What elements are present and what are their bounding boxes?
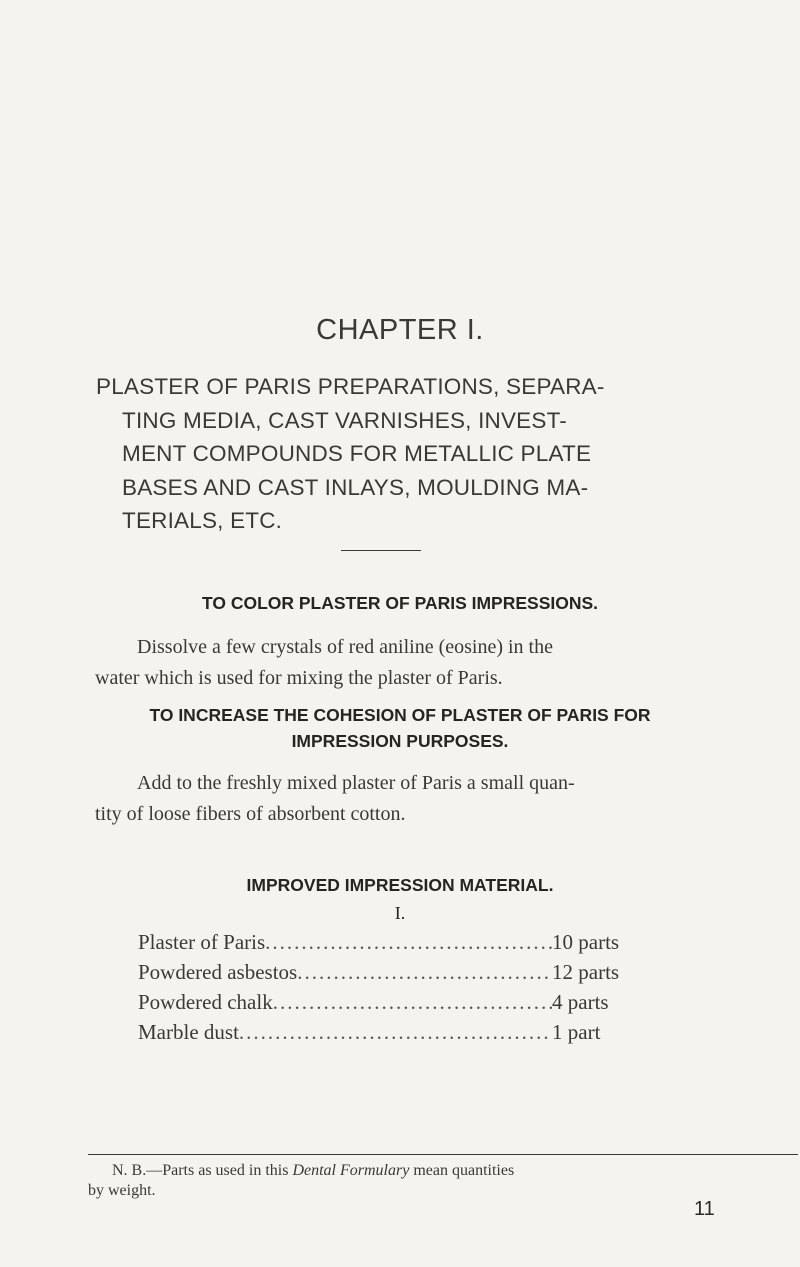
section-body-cohesion xyxy=(95,768,575,830)
recipe-row xyxy=(138,1017,658,1047)
ingredient-amount: 10 parts xyxy=(552,930,620,954)
subtitle-line: BASES AND CAST INLAYS, MOULDING MA- xyxy=(122,474,589,500)
paragraph-line: Dissolve a few crystals of red aniline (eosine) in the xyxy=(137,636,553,658)
ingredient-name: Powdered chalk xyxy=(138,990,273,1014)
section-divider xyxy=(341,550,421,551)
chapter-subtitle xyxy=(96,370,736,538)
ingredient-amount: 1 part xyxy=(552,1020,601,1044)
subtitle-line: MENT COMPOUNDS FOR METALLIC PLATE xyxy=(122,441,592,466)
recipe-list xyxy=(138,927,658,1047)
recipe-row xyxy=(138,957,658,987)
footnote-line: by weight. xyxy=(88,1182,156,1199)
recipe-row xyxy=(138,927,658,957)
subtitle-line: PLASTER OF PARIS PREPARATIONS, SEPARA- xyxy=(96,374,605,399)
ingredient-name: Marble dust xyxy=(138,1020,239,1044)
footnote-prefix: N. B.—Parts as used in this xyxy=(112,1162,293,1179)
footnote xyxy=(88,1161,800,1201)
dot-leader xyxy=(273,987,552,1017)
page-number: 11 xyxy=(694,1198,715,1220)
ingredient-amount: 4 parts xyxy=(552,990,609,1014)
section-body-color-plaster xyxy=(95,632,553,694)
footnote-line xyxy=(88,1161,800,1181)
subtitle-line: TING MEDIA, CAST VARNISHES, INVEST- xyxy=(122,407,567,433)
footnote-suffix: mean quantities xyxy=(409,1162,515,1179)
chapter-title: CHAPTER I. xyxy=(316,314,484,346)
section-heading-cohesion-line2: IMPRESSION PURPOSES. xyxy=(291,731,509,751)
section-heading-impression-material: IMPROVED IMPRESSION MATERIAL. xyxy=(246,875,554,895)
formula-number: I. xyxy=(394,903,406,923)
ingredient-amount: 12 parts xyxy=(552,960,620,984)
footnote-book-title: Dental Formulary xyxy=(292,1162,410,1179)
section-heading-color-plaster: TO COLOR PLASTER OF PARIS IMPRESSIONS. xyxy=(201,593,599,613)
paragraph-line: water which is used for mixing the plaster of Paris. xyxy=(95,667,503,689)
footnote-rule xyxy=(88,1154,798,1155)
paragraph-line: Add to the freshly mixed plaster of Paris a small quan- xyxy=(137,772,575,794)
dot-leader xyxy=(239,1017,552,1047)
dot-leader xyxy=(265,927,552,957)
subtitle-line: TERIALS, ETC. xyxy=(122,508,283,533)
ingredient-name: Powdered asbestos xyxy=(138,960,298,984)
paragraph-line: tity of loose fibers of absorbent cotton. xyxy=(95,803,406,825)
recipe-row xyxy=(138,987,658,1017)
dot-leader xyxy=(297,957,552,987)
ingredient-name: Plaster of Paris xyxy=(138,930,266,954)
section-heading-cohesion: TO INCREASE THE COHESION OF PLASTER OF PARIS FOR xyxy=(149,705,651,725)
